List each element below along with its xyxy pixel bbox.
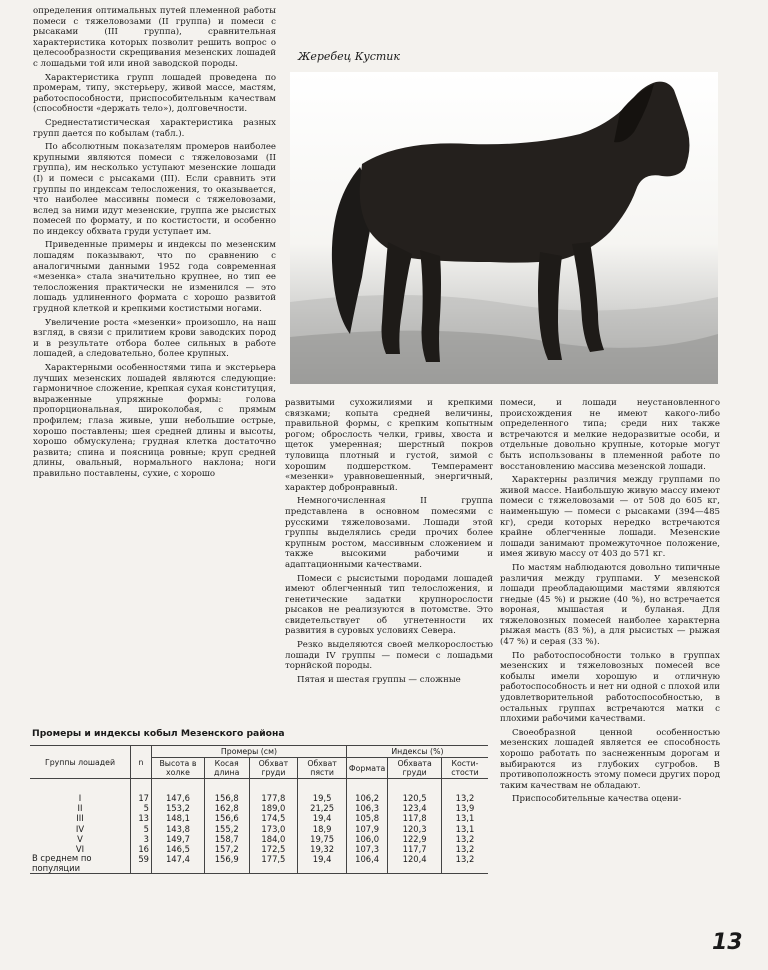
cell-value: 105,8 xyxy=(346,813,387,823)
cell-group: III xyxy=(76,813,84,824)
cell-group: В среднем по популяции xyxy=(30,854,131,874)
cell-value: 13,1 xyxy=(441,824,488,834)
cell-value: 158,7 xyxy=(204,834,249,844)
paragraph: Приведенные примеры и индексы по мезенским лошадям показывают, что по сравнению с аналогичными данными 1952 года современная «мезенка» стала значительно крупнее, но тип ее телосложения практически не изменился — это лошадь удлиненного формата с хорошо развитой грудной клеткой и крепкими костистыми ногами. xyxy=(33,240,276,315)
spacer-cell xyxy=(30,779,131,794)
spacer-cell xyxy=(388,779,442,794)
cell-value: 106,0 xyxy=(346,834,387,844)
spacer-cell xyxy=(441,779,488,794)
col-header-measures: Промеры (см) xyxy=(152,746,347,758)
table-row xyxy=(30,844,488,854)
col-header-measure: Обхват груди xyxy=(249,758,298,779)
cell-value: 120,4 xyxy=(388,854,442,874)
paragraph: Помеси с рысистыми породами лошадей имеют облегченный тип телосложения, и генетические задатки крупнорослости рысаков не реализуются в потомстве. Это свидетельствует об угнетенности их развития в суровых условиях Севера. xyxy=(285,573,493,637)
paragraph: Пятая и шестая группы — сложные xyxy=(297,674,461,685)
cell-n: 5 xyxy=(131,824,152,834)
paragraph: Характерными особенностями типа и экстерьера лучших мезенских лошадей являются следующие: гармоничное сложение, крепкая сухая конституция, выраженные упряжные формы: голова пропорциональная, широколобая, с прямым профилем; глаза живые, уши небольшие острые, хорошо поставлены; шея средней длины и высоты, хорошо обмускулена; грудная клетка достаточно развита; спина и поясница ровные; круп средней длины, овальный, нормального наклона; ноги правильно поставлены, сухие, с хорошо xyxy=(33,363,276,479)
cell-value: 18,9 xyxy=(298,824,347,834)
spacer-cell xyxy=(152,779,205,794)
cell-value: 117,8 xyxy=(388,813,442,823)
cell-group: VI xyxy=(75,844,85,855)
cell-n: 13 xyxy=(131,813,152,823)
paragraph: помеси, и лошади неустановленного происхождения не имеют какого-либо определенного типа; среди них также встречаются и мелкие недоразвитые особи, и отдельные довольно крупные, которые могут быть использованы в племенной работе по восстановлению массива мезенской лошади. xyxy=(500,398,720,472)
cell-value: 120,5 xyxy=(388,793,442,803)
paragraph: развитыми сухожилиями и крепкими связками; копыта средней величины, правильной формы, с крепким копытным рогом; оброслость челки, гривы, хвоста и щеток умеренная; шерстный покров туловища плотный и густой, зимой с хорошим подшерстком. Темперамент «мезенки» уравновешенный, энергичный, характер добронравный. xyxy=(285,398,493,493)
table-row xyxy=(30,793,488,803)
measurements-table xyxy=(30,745,488,874)
spacer-cell xyxy=(249,779,298,794)
cell-value: 19,4 xyxy=(298,854,347,874)
cell-value: 19,32 xyxy=(298,844,347,854)
spacer-cell xyxy=(131,779,152,794)
cell-value: 123,4 xyxy=(388,803,442,813)
paragraph: Характеристика групп лошадей проведена по промерам, типу, экстерьеру, живой массе, мастям, работоспособности, приспособительным качествам (способности «держать тело»), долговечности. xyxy=(33,72,276,115)
measurements-table-block xyxy=(30,728,488,874)
cell-value: 13,1 xyxy=(441,813,488,823)
table-row xyxy=(30,813,488,823)
paragraph: Своеобразной ценной особенностью мезенских лошадей является ее способность хорошо работать по заснеженным дорогам и выбираются из глубоких сугробов. В противоположность этому помеси других пород таким качествам не обладают. xyxy=(500,727,720,791)
cell-value: 177,8 xyxy=(249,793,298,803)
cell-n: 16 xyxy=(131,844,152,854)
cell-n: 59 xyxy=(131,854,152,874)
cell-n: 5 xyxy=(131,803,152,813)
photo-caption: Жеребец Кустик xyxy=(298,50,400,63)
cell-value: 172,5 xyxy=(249,844,298,854)
cell-value: 173,0 xyxy=(249,824,298,834)
cell-value: 120,3 xyxy=(388,824,442,834)
cell-value: 13,2 xyxy=(441,854,488,874)
table-row xyxy=(30,803,488,813)
cell-value: 19,75 xyxy=(298,834,347,844)
paragraph: Приспособительные качества оцени- xyxy=(512,794,682,805)
col-header-index: Кости-стости xyxy=(441,758,488,779)
cell-value: 13,2 xyxy=(441,834,488,844)
table-row xyxy=(30,824,488,834)
cell-value: 177,5 xyxy=(249,854,298,874)
paragraph: По работоспособности только в группах мезенских и тяжеловозных помесей все кобылы имели хорошую и отличную работоспособность и нет ни одной с плохой или удовлетворительной работоспособностью, в остальных группах встречаются матки с плохими рабочими качествами. xyxy=(500,650,720,725)
cell-value: 106,3 xyxy=(346,803,387,813)
cell-value: 162,8 xyxy=(204,803,249,813)
cell-group: IV xyxy=(75,823,85,834)
text-column-left xyxy=(33,6,276,483)
col-header-n: n xyxy=(131,746,152,779)
paragraph: Немногочисленная II группа представлена в основном помесями с русскими тяжеловозами. Лошади этой группы выделялись среди прочих более крупным ростом, массивным сложением и также высокими рабочими и адаптационными качествами. xyxy=(285,496,493,570)
page-number: 13 xyxy=(712,930,743,955)
col-header-measure: Обхват пясти xyxy=(298,758,347,779)
text-column-middle xyxy=(285,398,493,688)
spacer-cell xyxy=(298,779,347,794)
cell-value: 143,8 xyxy=(152,824,205,834)
paragraph: Резко выделяются своей мелкорослостью лошади IV группы — помеси с лошадьми торнйской породы. xyxy=(285,640,493,672)
cell-value: 148,1 xyxy=(152,813,205,823)
cell-value: 122,9 xyxy=(388,834,442,844)
col-header-indices: Индексы (%) xyxy=(346,746,488,758)
cell-value: 106,4 xyxy=(346,854,387,874)
table-body xyxy=(30,779,488,874)
cell-value: 147,6 xyxy=(152,793,205,803)
cell-value: 149,7 xyxy=(152,834,205,844)
col-header-index: Обхвата груди xyxy=(388,758,442,779)
text-column-right xyxy=(500,398,720,808)
cell-value: 147,4 xyxy=(152,854,205,874)
spacer-cell xyxy=(346,779,387,794)
cell-group: I xyxy=(78,793,82,803)
col-header-index: Формата xyxy=(346,758,387,779)
paragraph: Среднестатистическая характеристика разных групп дается по кобылам (табл.). xyxy=(33,117,276,139)
cell-value: 184,0 xyxy=(249,834,298,844)
cell-value: 189,0 xyxy=(249,803,298,813)
cell-n: 3 xyxy=(131,834,152,844)
cell-value: 174,5 xyxy=(249,813,298,823)
table-row xyxy=(30,834,488,844)
cell-value: 156,8 xyxy=(204,793,249,803)
cell-value: 106,2 xyxy=(346,793,387,803)
col-header-measure: Косая длина xyxy=(204,758,249,779)
cell-group: II xyxy=(77,803,83,814)
cell-value: 153,2 xyxy=(152,803,205,813)
paragraph: определения оптимальных путей племенной работы помеси с тяжеловозами (II группа) и помеси с рысаками (III группа), сравнительная характеристика которых позволит решить вопрос о целесообразности скрещивания мезенских лошадей с лошадьми той или иной заводской породы. xyxy=(33,6,276,69)
paragraph: По абсолютным показателям промеров наиболее крупными являются помеси с тяжеловозами (II группа), им несколько уступают мезенские лошади (I) и помеси с рысаками (III). Если сравнить эти группы по индексам телосложения, то оказывается, что наиболее массивны помеси с тяжеловозами, вслед за ними идут мезенские, группа же рысистых помесей по формату, и по костистости, и особенно по индексу обхвата груди уступает им. xyxy=(33,142,276,237)
paragraph: Увеличение роста «мезенки» произошло, на наш взгляд, в связи с прилитием крови заводских пород и в результате отбора более сильных в работе лошадей, а следовательно, более крупных. xyxy=(33,317,276,360)
cell-value: 13,9 xyxy=(441,803,488,813)
cell-value: 19,5 xyxy=(298,793,347,803)
paragraph: Характерны различия между группами по живой массе. Наибольшую живую массу имеют помеси с тяжеловозами — от 508 до 605 кг, наименьшую — помеси с рысаками (394—485 кг), среди которых нередко встречаются крайне облегченные лошади. Мезенские лошади занимают промежуточное положение, имея живую массу от 403 до 571 кг. xyxy=(500,475,720,560)
table-row xyxy=(30,854,488,874)
col-header-measure: Высота в холке xyxy=(152,758,205,779)
horse-image xyxy=(290,72,718,384)
cell-value: 146,5 xyxy=(152,844,205,854)
cell-n: 17 xyxy=(131,793,152,803)
cell-value: 13,2 xyxy=(441,793,488,803)
spacer-cell xyxy=(204,779,249,794)
paragraph: По мастям наблюдаются довольно типичные различия между группами. У мезенской лошади преобладающими мастями являются гнедые (45 %) и рыжие (40 %), но встречается вороная, мышастая и буланая. Для тяжеловозных помесей наиболее характерна рыжая масть (83 %), а для рысистых — рыжая (47 %) и серая (33 %). xyxy=(500,562,720,648)
table-title: Промеры и индексы кобыл Мезенского района xyxy=(32,728,285,739)
cell-value: 21,25 xyxy=(298,803,347,813)
cell-value: 156,9 xyxy=(204,854,249,874)
table-spacer-row xyxy=(30,779,488,794)
horse-photo xyxy=(290,72,718,384)
cell-value: 13,2 xyxy=(441,844,488,854)
cell-value: 156,6 xyxy=(204,813,249,823)
cell-value: 19,4 xyxy=(298,813,347,823)
col-header-group: Группы лошадей xyxy=(30,746,131,779)
cell-value: 157,2 xyxy=(204,844,249,854)
cell-value: 117,7 xyxy=(388,844,442,854)
cell-value: 107,3 xyxy=(346,844,387,854)
cell-group: V xyxy=(77,833,83,844)
cell-value: 155,2 xyxy=(204,824,249,834)
cell-value: 107,9 xyxy=(346,824,387,834)
